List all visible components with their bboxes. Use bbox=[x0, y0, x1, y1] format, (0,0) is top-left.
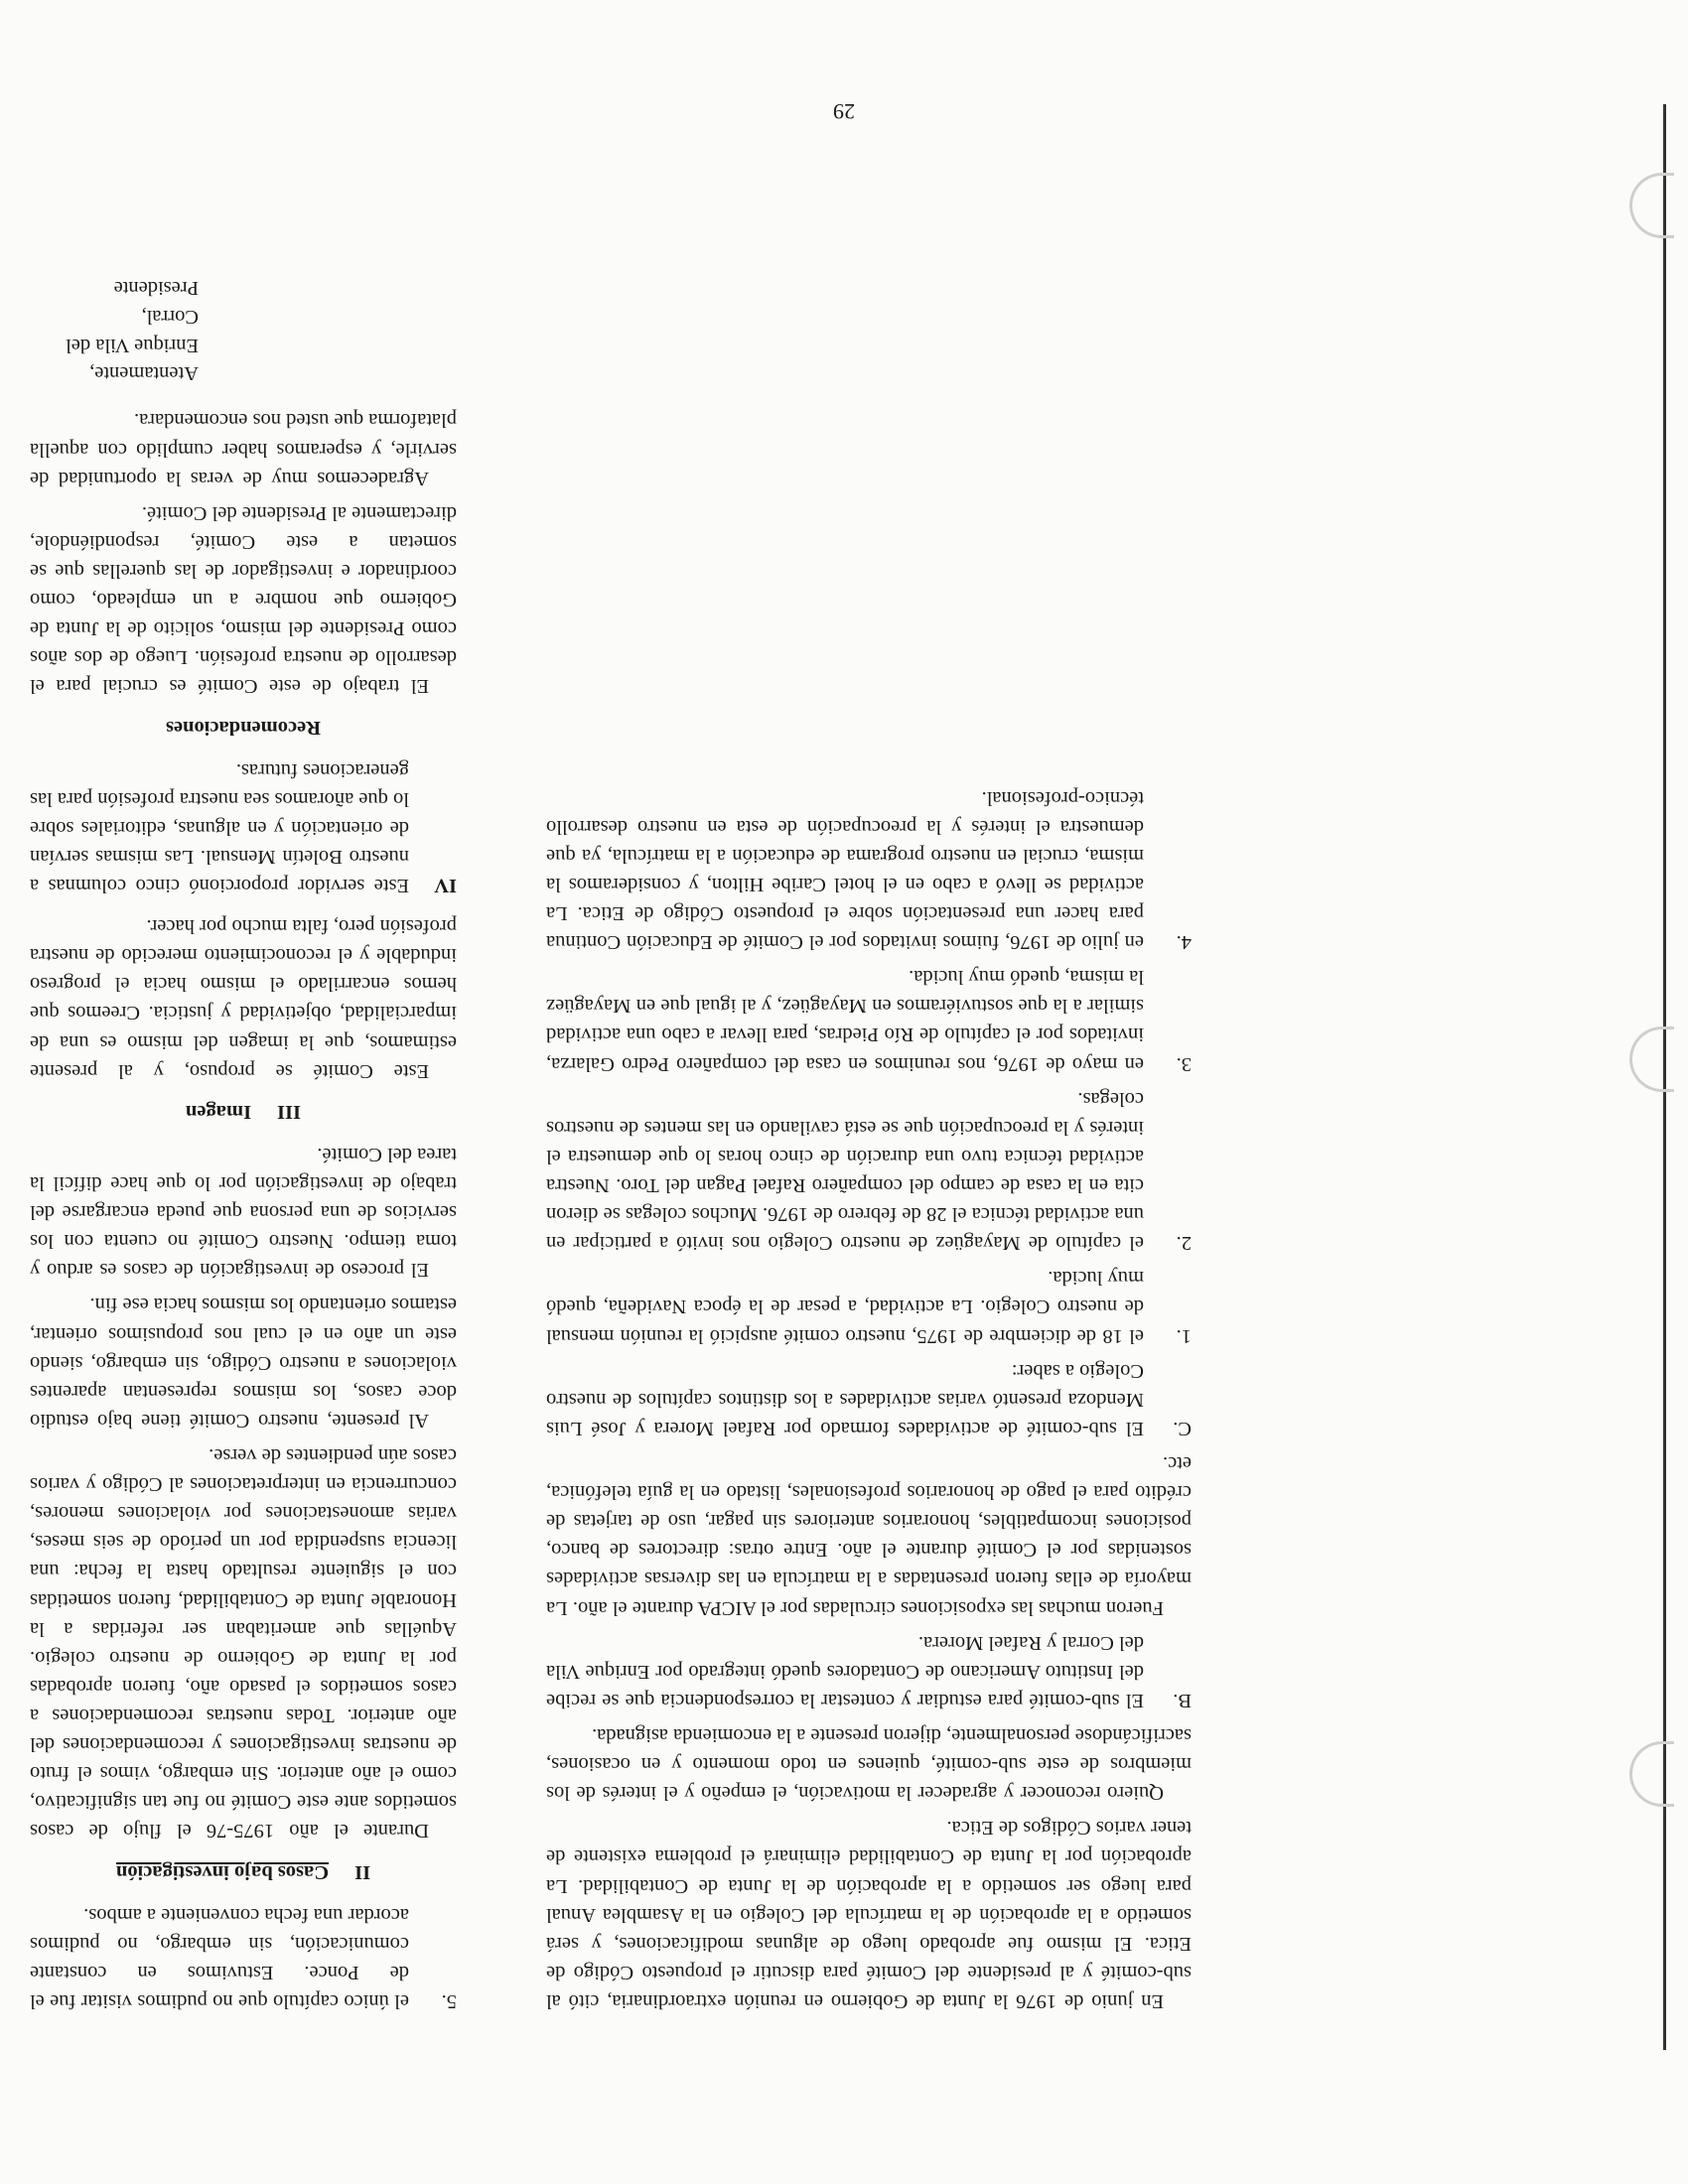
signer-title: Presidente bbox=[113, 277, 199, 300]
body-paragraph: El trabajo de este Comité es crucial para el desarrollo de nuestra profesión. Luego de dos años como Presidente del mismo, solicito de la Junta de Gobierno que nombre a un empleado, como coordinador e investigador de las querellas que se sometan a este Comité, respondiéndole, directamente al Presidente del Comité. bbox=[30, 501, 457, 698]
binder-hole bbox=[1629, 173, 1674, 238]
subsection-b bbox=[546, 1628, 1192, 1714]
signature-block bbox=[30, 274, 457, 388]
subsection-c-label: C. bbox=[1173, 1417, 1192, 1439]
section-iv-text: Este servidor proporcionó cinco columnas a nuestro Boletín Mensual. Las mismas servían de orientación y en algunas, editoriales sobre lo que añoramos sea nuestra profesión para las generaciones futuras. bbox=[30, 758, 409, 897]
list-item-text: en mayo de 1976, nos reunimos en casa del compañero Pedro Galarza, invitados por el capítulo de Río Piedras, para llevar a cabo una actividad similar a la que sostuviéramos en Mayagüez, y al igual que en Mayagüez la misma, quedó muy lucida. bbox=[546, 966, 1144, 1075]
section-roman-numeral: II bbox=[354, 1860, 371, 1883]
list-item bbox=[30, 1900, 457, 2015]
section-iv bbox=[30, 755, 457, 900]
subsection-c-text: El sub-comité de actividades formado por Rafael Morera y José Luis Mendoza presentó varias actividades a los distintos capítulos de nuestro Colegio a saber: bbox=[546, 1359, 1144, 1439]
body-paragraph: Este Comité se propuso, y al presente estimamos, que la imagen del mismo es una de imparcialidad, objetividad y justicia. Creemos que hemos encarrilado el mismo hacia el progreso indudable y el reconocimiento merecido de nuestra profesión pero, falta mucho por hacer. bbox=[30, 915, 457, 1082]
list-item-number: 2. bbox=[1176, 1232, 1192, 1255]
section-roman-numeral: IV bbox=[434, 875, 457, 897]
signer-name: Enrique Vila del Corral, bbox=[66, 305, 199, 356]
list-item bbox=[546, 783, 1192, 957]
closing: Atentamente, bbox=[89, 362, 199, 385]
page-number: 29 bbox=[833, 99, 855, 124]
list-item-text: el único capítulo que no pudimos visitar fue el de Ponce. Estuvimos en constante comunicación, sin embargo, no pudimos acordar una fecha conveniente a ambos. bbox=[30, 1903, 409, 2012]
thanks-paragraph: Quiero reconocer y agradecer la motivación, el empeño y el interés de los miembros de este sub-comité, quienes en todo momento y en ocasiones, sacrificándose personalmente, dijeron presente a la encomienda asignada. bbox=[546, 1724, 1192, 1805]
section-title: Imagen bbox=[186, 1100, 252, 1123]
section-heading bbox=[30, 1097, 457, 1126]
list-item-number: 1. bbox=[1176, 1324, 1192, 1347]
section-heading bbox=[30, 1856, 457, 1885]
body-paragraph: Al presente, nuestro Comité tiene bajo estudio doce casos, los mismos representan aparentes violaciones a nuestro Código, sin embargo, siendo este un año en el cual nos propusimos orientar, estamos orientando los mismos hacia ese fin. bbox=[30, 1294, 457, 1432]
recommendations-heading: Recomendaciones bbox=[166, 716, 322, 739]
body-paragraph: El proceso de investigación de casos es arduo y toma tiempo. Nuestro Comité no cuenta con los servicios de una persona que pueda encargarse del trabajo de investigación por lo que hace difícil la tarea del Comité. bbox=[30, 1143, 457, 1282]
list-item-text: en julio de 1976, fuimos invitados por el Comité de Educación Continua para hacer una presentación sobre el propuesto Código de Etica. La actividad se llevó a cabo en el hotel Caribe Hilton, y consideramos la misma, crucial en nuestro programa de educación a la matrícula, ya que demuestra el interés y la preocupación de esta en nuestro desarrollo técnico-profesional. bbox=[546, 786, 1144, 954]
subsection-b-label: B. bbox=[1173, 1689, 1192, 1711]
section-title: Casos bajo investigación bbox=[115, 1860, 330, 1883]
right-column bbox=[30, 274, 457, 2015]
binder-hole bbox=[1629, 1741, 1674, 1807]
list-item-text: el 18 de diciembre de 1975, nuestro comité auspició la reunión mensual de nuestro Colegio. La actividad, a pesar de la época Navideña, quedó muy lucida. bbox=[546, 1267, 1144, 1347]
list-item-number: 3. bbox=[1176, 1052, 1192, 1075]
subsection-b-text: El sub-comité para estudiar y contestar la correspondencia que se recibe del Instituto Americano de Contadores quedó integrado por Enrique Vila del Corral y Rafael Morera. bbox=[546, 1631, 1144, 1711]
body-paragraph: Agradecemos muy de veras la oportunidad de servirle, y esperamos haber cumplido con aquella plataforma que usted nos encomendara. bbox=[30, 409, 457, 489]
body-paragraph: Durante el año 1975-76 el flujo de casos sometidos ante este Comité no fue tan significativo, como el año anterior. Sin embargo, vimos el fruto de nuestras investigaciones y recomendaciones del año anterior. Todas nuestras recomendaciones a casos sometidos el pasado año, fueron aprobadas por la Junta de Gobierno de nuestro colegio. Aquéllas que ameritaban ser referidas a la Honorable Junta de Contabilidad, fueron sometidas con el siguiente resultado hasta la fecha: una licencia suspendida por un período de seis meses, varias amonestaciones por violaciones menores, concurrencia en interpretaciones al Código y varios casos aún pendientes de verse. bbox=[30, 1444, 457, 1843]
binder-hole bbox=[1629, 1026, 1674, 1092]
left-column bbox=[546, 777, 1192, 2015]
list-item bbox=[546, 1263, 1192, 1349]
section-roman-numeral: III bbox=[277, 1100, 301, 1123]
list-item bbox=[546, 962, 1192, 1077]
list-item-number: 4. bbox=[1176, 931, 1192, 954]
list-item bbox=[546, 1084, 1192, 1258]
intro-paragraph: En junio de 1976 la Junta de Gobierno en reunión extraordinaria, citó al sub-comité y al presidente del Comité para discutir el propuesto Código de Etica. El mismo fue aprobado luego de algunas modificaciones, y será sometido a la aprobación de la matrícula del Colegio en la Asamblea Anual para luego ser sometido a la aprobación de la Junta de Contabilidad. La aprobación por la Junta de Contabilidad eliminará el problema existente de tener varios Códigos de Etica. bbox=[546, 1817, 1192, 2012]
list-item-text: el capítulo de Mayagüez de nuestro Colegio nos invitó a participar en una actividad técnica el 28 de febrero de 1976. Muchos colegas se dieron cita en la casa de campo del compañero Rafael Pagan del Toro. Nuestra actividad técnica tuvo una duración de cinco horas lo que demuestra el interés y la preocupación que se está cavilando en las mentes de nuestros colegas. bbox=[546, 1087, 1144, 1255]
exposiciones-paragraph: Fueron muchas las exposiciones circuladas por el AICPA durante el año. La mayoría de ellas fueron presentadas a la matrícula en las diversas actividades sostenidas por el Comité durante el año. Entre otras: directores de banco, posiciones incompatibles, honorarios anteriores sin pagar, uso de tarjetas de crédito para el pago de honorarios profesionales, listado en la guía telefónica, etc. bbox=[546, 1452, 1192, 1619]
subsection-c bbox=[546, 1356, 1192, 1442]
list-item-number: 5. bbox=[441, 1990, 457, 2012]
